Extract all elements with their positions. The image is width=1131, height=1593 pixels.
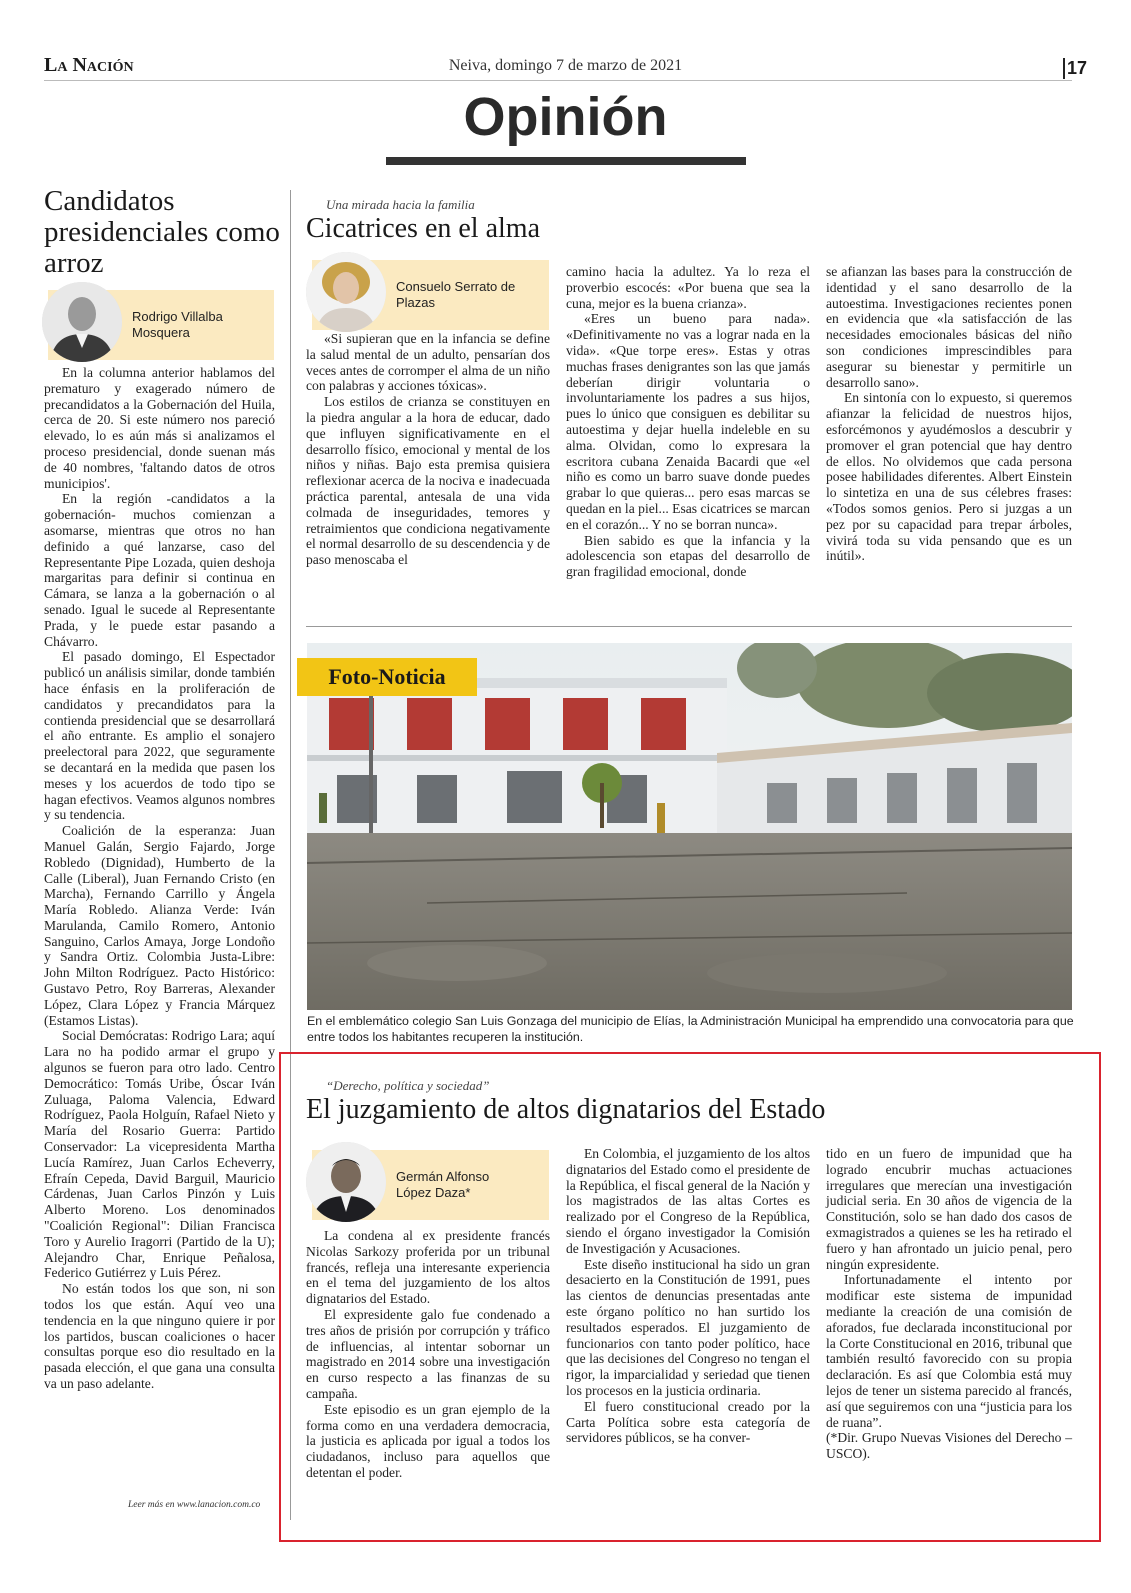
paragraph: «Si supieran que en la infancia se define la salud mental de un adulto, pensarían dos veces antes de corromper el alma de un niño con palabras y acciones tóxicas». [306, 331, 550, 394]
paragraph: En la región -candidatos a la gobernación- muchos comienzan a asomarse, mientras que otros no han definido a qué lanzarse, caso del Representante Pipe Lozada, quien deshoja margaritas para definir si continua en Cámara, se lanza a la gobernación o al senado. Igual le sucede al Representante Prada, y le puede estar pasando a Chávarro. [44, 491, 275, 649]
paragraph: En sintonía con lo expuesto, si queremos afianzar la felicidad de nuestros hijos, esforcémonos y ayudémoslos a descubrir y promover el gran potencial que hay dentro de ellos. No olvidemos que cada persona posee habilidades diferentes. Albert Einstein lo sintetiza en una de sus célebres frases: «Todos somos genios. Pero si juzgas a un pez por su capacidad para trepar árboles, vivirá toda su vida pensando que es un inútil». [826, 390, 1072, 564]
dateline: Neiva, domingo 7 de marzo de 2021 [448, 57, 683, 74]
paragraph: (*Dir. Grupo Nuevas Visiones del Derecho – USCO). [826, 1430, 1072, 1462]
bottom-author-name: Germán Alfonso López Daza* [396, 1169, 490, 1200]
paragraph: Los estilos de crianza se constituyen en la piedra angular a la hora de educar, dado que influyen significativamente en el desarrollo físico, emocional y mental de los niños y niñas. Bajo esta premisa quisiera reflexionar acerca de la nociva e inadecuada práctica parental, antesala de una vida colmada de inseguridades, temores y retraimientos que condiciona negativamente el normal desarrollo de su descendencia y de paso menoscaba el [306, 394, 550, 568]
paragraph: Infortunadamente el intento por modificar este sistema de impunidad mediante la creación de una comisión de aforados, fue declarada inconstitucional por la Corte Constitucional en 2016, tribunal que también resultó favorecido con su propia declaración. Es así que Colombia está muy lejos de tener un sistema parecido al francés, así que seguiremos con una “justicia para los de ruana”. [826, 1272, 1072, 1430]
left-author-name: Rodrigo Villalba Mosquera [132, 309, 223, 340]
paragraph: El expresidente galo fue condenado a tres años de prisión por corrupción y tráfico de influencias, al intentar sobornar un magistrado en 2014 sobre una investigación en curso respecto a las finanzas de su campaña. [306, 1306, 550, 1401]
paragraph: Bien sabido es que la infancia y la adolescencia son etapas del desarrollo de gran fragilidad emocional, donde [566, 532, 810, 580]
paragraph: Coalición de la esperanza: Juan Manuel Galán, Sergio Fajardo, Jorge Robledo (Dignidad), Humberto de la Calle (Liberal), Juan Fernando Cristo (en Marcha), Fernando Carrillo y Ángela María Robledo. Alianza Verde: Iván Marulanda, Camilo Romero, Antonio Sanguino, Carlos Amaya, Jorge Londoño y Sandra Ortiz. Colombia Justa-Libre: John Milton Rodríguez. Pacto Histórico: Gustavo Petro, Roy Barreras, Alexander López, Clara López y Francia Márquez (Estamos Listas). [44, 823, 275, 1028]
paragraph: Este diseño institucional ha sido un gran desacierto en la Constitución de 1991, pues las cientos de denuncias presentadas ante este órgano político no han surtido los resultados esperados. El juzgamiento de funcionarios con tanto poder político, hace que las decisiones del Congreso no tengan el rigor, la imparcialidad y seriedad que tienen los procesos en la justicia ordinaria. [566, 1256, 810, 1398]
page-number: 17 [1063, 58, 1087, 79]
left-article-body [44, 365, 275, 1392]
section-divider [306, 626, 1072, 627]
top-article-col2 [566, 264, 810, 580]
paragraph: El pasado domingo, El Espectador publicó un análisis similar, donde también hace énfasis en la proliferación de candidatos y precandidatos para la contienda presidencial que se desarrollará el año entrante. Es amplio el sonajero preelectoral para 2022, que seguramente se decantará en la medida que pasen los meses y los acuerdos de todo tipo se hagan efectivos. Veamos algunos nombres y su tendencia. [44, 649, 275, 823]
bottom-author-box [312, 1150, 549, 1220]
paragraph: El fuero constitucional creado por la Carta Política sobre esta categoría de servidores públicos, se ha conver- [566, 1398, 810, 1446]
paragraph: En la columna anterior hablamos del prematuro y exagerado número de precandidatos a la Gobernación del Huila, cerca de 20. Si este número nos pareció elevado, lo es aún más si analizamos el proceso presidencial, donde suenan más de 40 nombres, 'faltando datos de otros municipios'. [44, 365, 275, 491]
bottom-article-title: El juzgamiento de altos dignatarios del Estado [306, 1094, 826, 1125]
newspaper-logo: La Nación [44, 54, 134, 76]
paragraph: La condena al ex presidente francés Nicolas Sarkozy proferida por un tribunal francés, refleja una interesante experiencia en el tema del juzgamiento de los altos dignatarios del Estado. [306, 1228, 550, 1307]
news-photo [307, 643, 1072, 1010]
paragraph: camino hacia la adultez. Ya lo reza el proverbio escocés: «Por buena que sea la cuna, mejor es la buena crianza». [566, 264, 810, 311]
paragraph: Social Demócratas: Rodrigo Lara; aquí Lara no ha podido armar el grupo y algunos se fueron para otro lado. Centro Democrático: Tomás Uribe, Óscar Iván Zuluaga, Paloma Valencia, Edward Rodríguez, Paola Holguín, Rafael Nieto y María del Rosario Guerra: Partido Conservador: La vicepresidenta Martha Lucía Ramírez, Juan Carlos Echeverry, Efraín Cepeda, David Barguil, Mauricio Cárdenas, Juan Carlos Pinzón y Luis Alberto Moreno. Los denominados "Coalición Regional": Dilian Francisca Toro y Aurelio Iragorri (Partido de la U); Alejandro Char, Enrique Peñalosa, Federico Gutiérrez y Luis Pérez. [44, 1028, 275, 1281]
paragraph: En Colombia, el juzgamiento de los altos dignatarios del Estado como el presidente de la República, el fiscal general de la Nación y los magistrados de las altas Cortes es realizado por el Congreso de la República, siendo el órgano investigador la Comisión de Investigación y Acusaciones. [566, 1146, 810, 1256]
paragraph: «Eres un bueno para nada». «Definitivamente no vas a lograr nada en la vida». «Que torpe eres». Estas y otras muchas frases denigrantes son las que jamás deberían dirigir voluntaria o involuntariamente los padres a sus hijos, pues lo único que consiguen es debilitar su autoestima y dejar huella indeleble en su alma. Olvidan, como lo expresara la escritora cubana Zenaida Bacardi que «el niño es como un barro suave donde puedes grabar lo que quieras... pero esas marcas se quedan en la piel... Esas cicatrices se marcan en el corazón... Y no se borran nunca». [566, 311, 810, 532]
bottom-article-kicker: “Derecho, política y sociedad” [326, 1078, 490, 1093]
author-photo [306, 1142, 386, 1222]
author-photo [306, 252, 386, 332]
photo-caption: En el emblemático colegio San Luis Gonzaga del municipio de Elías, la Administración Municipal ha emprendido una convocatoria para que entre todos los habitantes recuperen la institución. [307, 1014, 1074, 1044]
paragraph: tido en un fuero de impunidad que ha logrado encubrir muchas actuaciones irregulares que merecían una investigación judicial seria. En 30 años de vigencia de la Constitución, solo se han dado dos casos de exmagistrados a quienes se les ha retirado el fuero y han afrontado un juicio penal, pero ningún expresidente. [826, 1146, 1072, 1272]
paragraph: Este episodio es un gran ejemplo de la forma como en una verdadera democracia, la justicia es aplicada por igual a todos los ciudadanos, incluso para aquellos que detentan el poder. [306, 1401, 550, 1480]
author-photo [42, 282, 122, 362]
left-article-title: Candidatos presidenciales como arroz [44, 185, 280, 279]
top-article-col3 [826, 264, 1072, 564]
paragraph: se afianzan las bases para la construcción de identidad y el sano desarrollo de la autoestima. Investigaciones recientes ponen en evidencia que «la satisfacción de las necesidades emocionales básicas del niño son condiciones imprescindibles para asegurar su bienestar y permitirle un desarrollo sano». [826, 264, 1072, 390]
section-title: Opinión [463, 87, 668, 147]
top-author-name: Consuelo Serrato de Plazas [396, 279, 516, 310]
foto-noticia-label: Foto-Noticia [297, 658, 477, 696]
bottom-article-col1 [306, 1228, 550, 1481]
top-author-box [312, 260, 549, 330]
left-author-box [48, 290, 274, 360]
bottom-article-col2 [566, 1146, 810, 1446]
paragraph: No están todos los que son, ni son todos los que están. Aquí veo una tendencia en la que ninguno quiere ir por los partidos, buscan coaliciones o hacer consultas porque eso dio resultado en la pasada elección, el que gana una consulta va un paso adelante. [44, 1281, 275, 1391]
section-bar [386, 157, 746, 165]
top-article-col1 [306, 331, 550, 568]
bottom-article-col3 [826, 1146, 1072, 1462]
top-article-title: Cicatrices en el alma [306, 213, 540, 244]
top-article-kicker: Una mirada hacia la familia [326, 197, 475, 212]
read-more-link[interactable]: Leer más en www.lanacion.com.co [128, 1500, 261, 1510]
masthead-rule [44, 80, 1072, 81]
